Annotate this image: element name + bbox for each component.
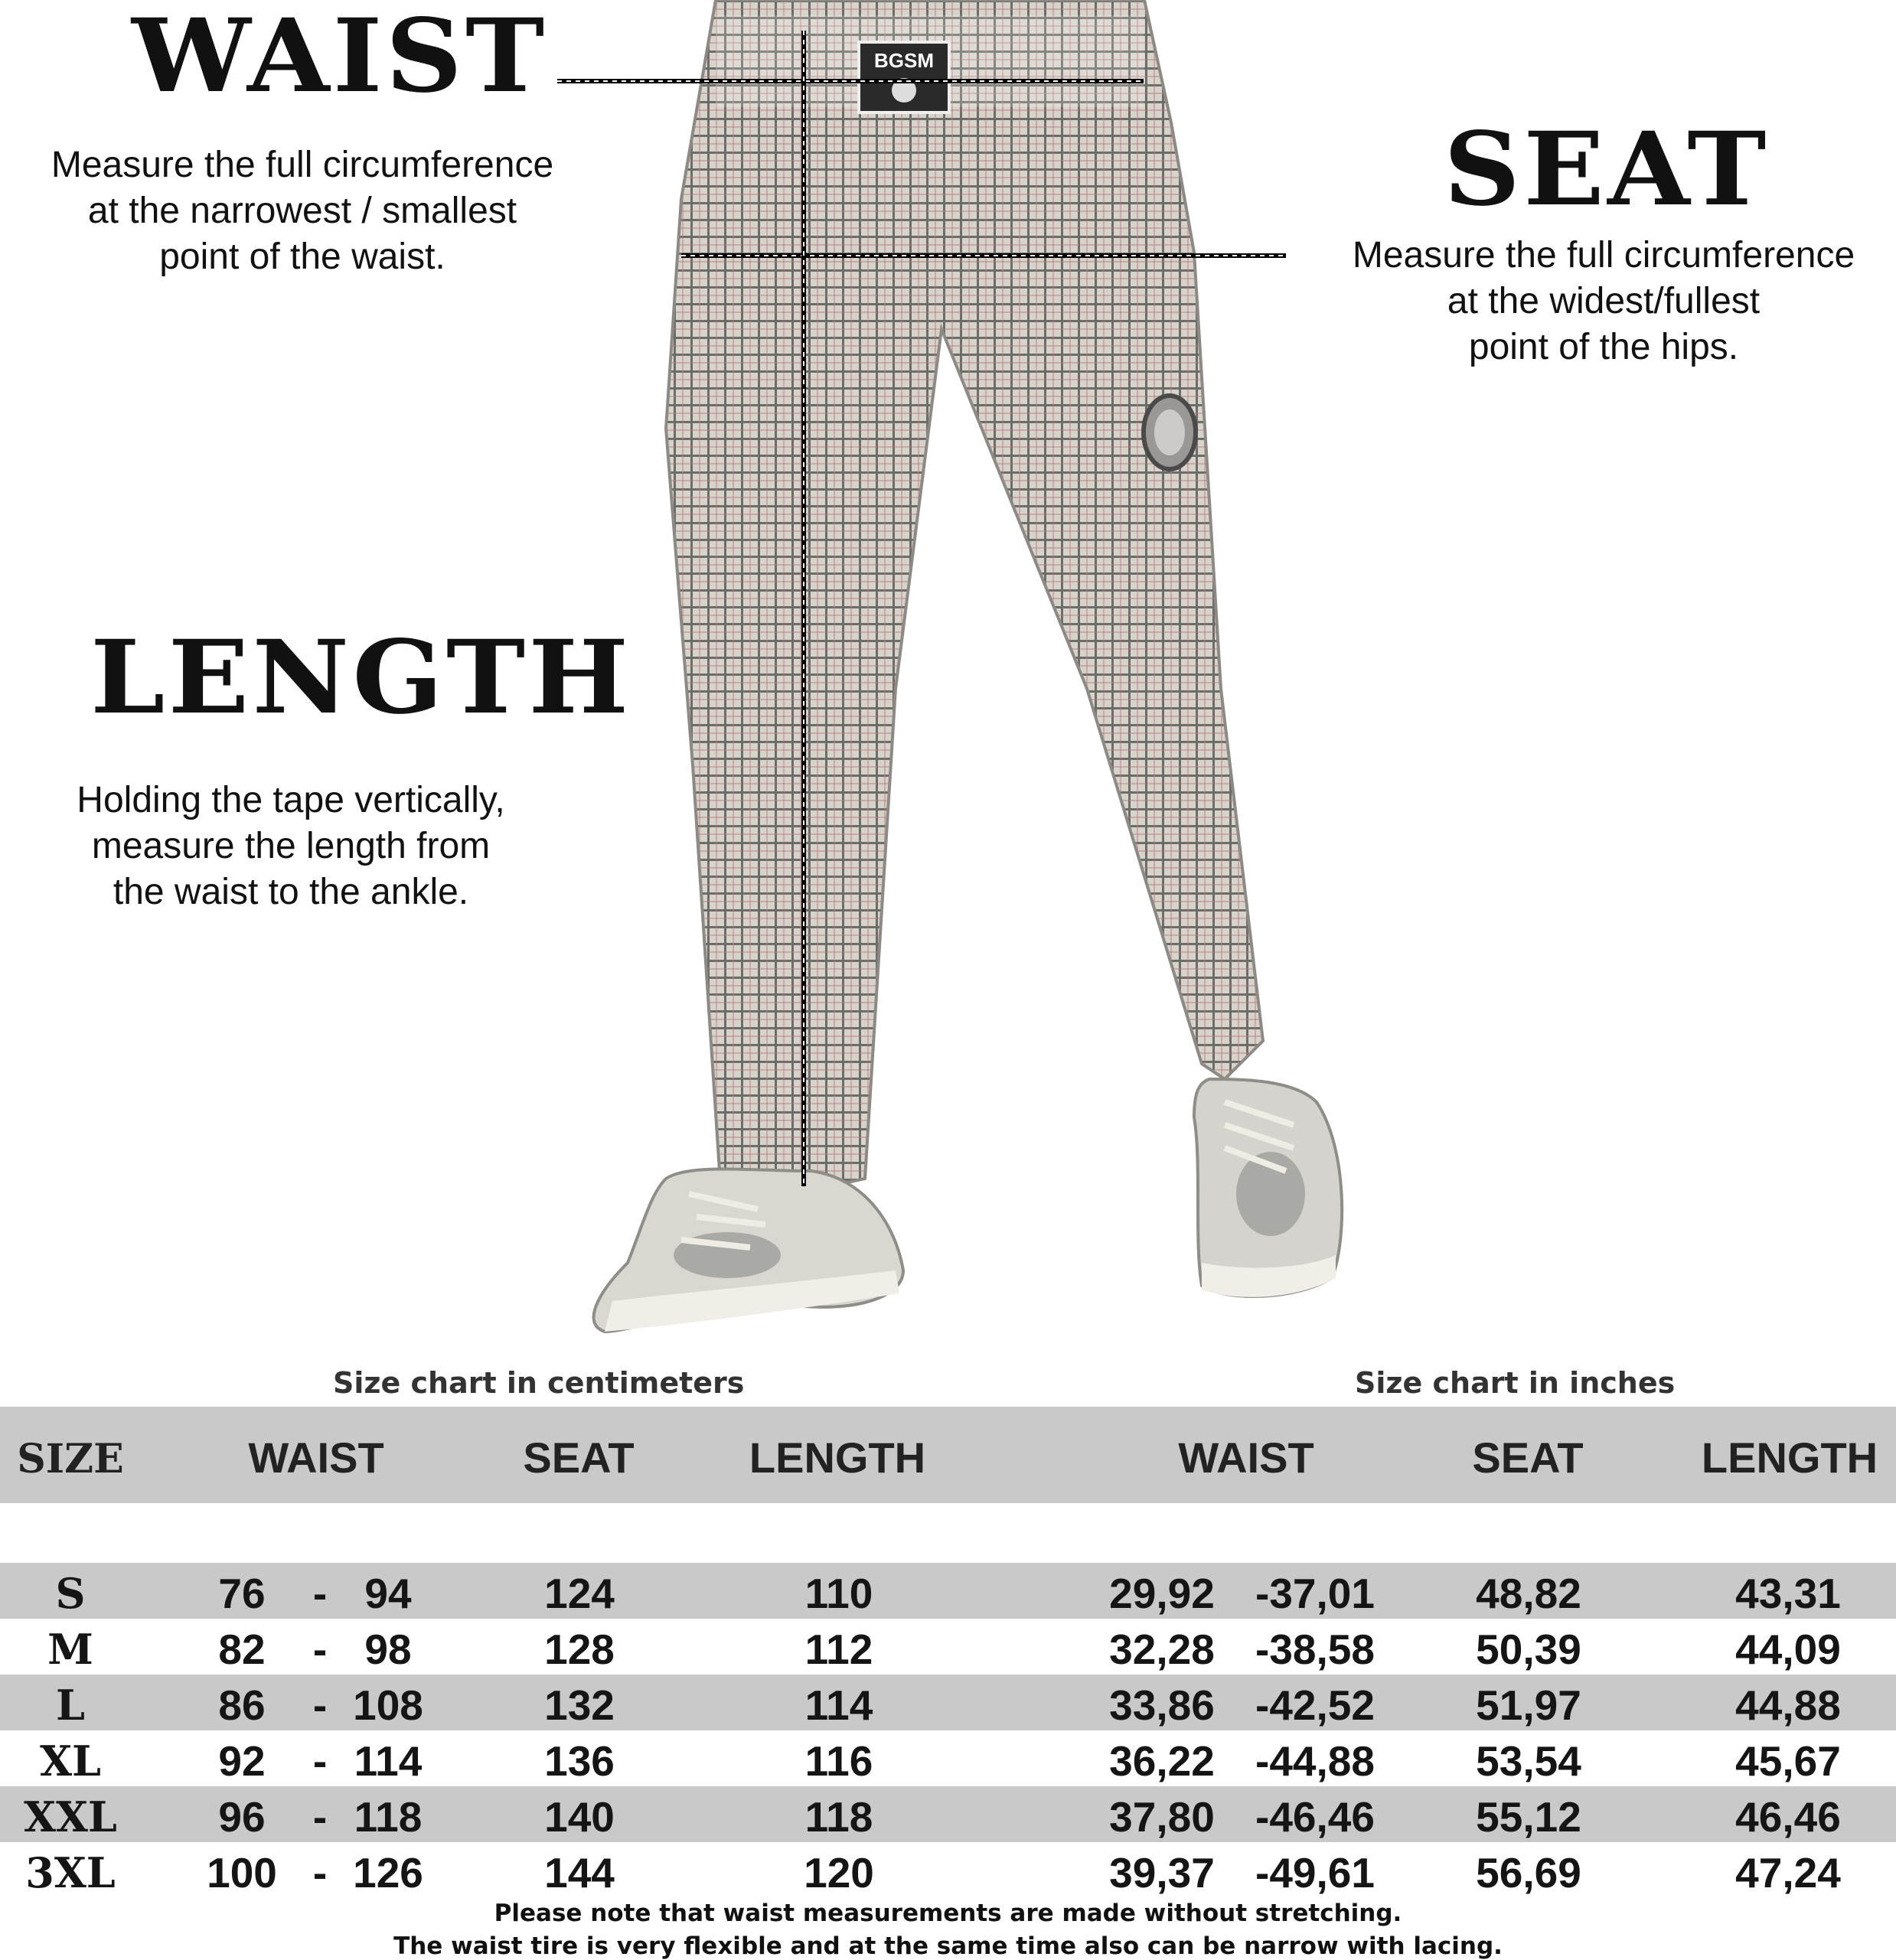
waist-description bbox=[0, 142, 605, 280]
cell-in-length: 45,67 bbox=[1735, 1737, 1841, 1785]
cell-cm-waist-max: 118 bbox=[354, 1793, 423, 1841]
cell-in-waist-max: -42,52 bbox=[1255, 1681, 1375, 1729]
cell-cm-waist-max: 94 bbox=[364, 1570, 412, 1617]
cell-cm-waist-max: 98 bbox=[364, 1626, 412, 1673]
seat-desc-line: point of the hips. bbox=[1468, 327, 1739, 367]
table-row bbox=[0, 1563, 1896, 1619]
cell-in-seat: 48,82 bbox=[1476, 1570, 1581, 1617]
cell-cm-length: 112 bbox=[804, 1626, 873, 1673]
cell-in-waist-min: 32,28 bbox=[1109, 1626, 1215, 1673]
cell-in-seat: 55,12 bbox=[1476, 1793, 1581, 1841]
cell-in-waist-max: -49,61 bbox=[1255, 1849, 1375, 1896]
header-in-waist: WAIST bbox=[1178, 1433, 1314, 1482]
cell-cm-waist-max: 108 bbox=[353, 1681, 423, 1729]
cell-cm-waist-min: 92 bbox=[218, 1737, 266, 1785]
caption-centimeters: Size chart in centimeters bbox=[333, 1366, 745, 1400]
cell-cm-seat: 136 bbox=[544, 1737, 615, 1785]
header-size: SIZE bbox=[17, 1436, 124, 1482]
cell-cm-waist-dash: - bbox=[312, 1849, 328, 1896]
cell-in-waist-min: 33,86 bbox=[1109, 1681, 1215, 1729]
table-row bbox=[0, 1730, 1896, 1786]
header-in-seat: SEAT bbox=[1472, 1433, 1584, 1482]
cell-in-length: 46,46 bbox=[1735, 1793, 1841, 1841]
cell-cm-waist-dash: - bbox=[312, 1626, 328, 1673]
cell-in-waist-max: -46,46 bbox=[1255, 1793, 1375, 1841]
waist-desc-line: at the narrowest / smallest bbox=[87, 191, 517, 231]
cell-in-waist-max: -38,58 bbox=[1255, 1626, 1375, 1673]
cell-cm-waist-min: 96 bbox=[218, 1793, 266, 1841]
length-desc-line: Holding the tape vertically, bbox=[77, 780, 505, 820]
length-desc-line: the waist to the ankle. bbox=[113, 872, 469, 912]
cell-in-waist-min: 39,37 bbox=[1109, 1849, 1215, 1896]
length-desc-line: measure the length from bbox=[91, 826, 491, 866]
cell-cm-length: 118 bbox=[804, 1793, 873, 1841]
caption-inches: Size chart in inches bbox=[1355, 1366, 1676, 1400]
cell-cm-waist-dash: - bbox=[312, 1570, 328, 1617]
right-sneaker bbox=[1194, 1079, 1342, 1297]
seat-description bbox=[1301, 233, 1896, 370]
header-cm-length: LENGTH bbox=[749, 1433, 926, 1482]
cell-in-waist-min: 36,22 bbox=[1109, 1737, 1215, 1785]
waist-desc-line: point of the waist. bbox=[159, 236, 445, 277]
cell-cm-waist-dash: - bbox=[312, 1737, 328, 1785]
cell-in-seat: 56,69 bbox=[1476, 1849, 1581, 1896]
cell-size: XL bbox=[40, 1737, 101, 1786]
cell-in-length: 47,24 bbox=[1735, 1849, 1841, 1896]
cell-cm-seat: 128 bbox=[544, 1626, 615, 1673]
brand-label-text: BGSM bbox=[874, 49, 934, 72]
header-cm-waist: WAIST bbox=[248, 1433, 384, 1482]
footnote-lacing: The waist tire is very flexible and at the same time also can be narrow with lacing. bbox=[393, 1932, 1503, 1960]
cell-cm-waist-max: 114 bbox=[354, 1737, 423, 1785]
cell-size: 3XL bbox=[25, 1848, 116, 1897]
left-sneaker bbox=[594, 1169, 903, 1332]
cell-cm-length: 120 bbox=[804, 1849, 874, 1896]
cell-cm-waist-min: 86 bbox=[218, 1681, 266, 1729]
cell-in-length: 43,31 bbox=[1735, 1570, 1841, 1617]
cell-in-waist-min: 29,92 bbox=[1109, 1570, 1215, 1617]
header-cm-seat: SEAT bbox=[523, 1433, 635, 1482]
brand-label bbox=[859, 42, 949, 113]
cell-size: M bbox=[47, 1625, 93, 1674]
cell-in-seat: 51,97 bbox=[1476, 1681, 1581, 1729]
cell-cm-seat: 124 bbox=[544, 1570, 615, 1617]
cell-in-waist-max: -37,01 bbox=[1255, 1570, 1375, 1617]
seat-desc-line: at the widest/fullest bbox=[1447, 281, 1761, 321]
cell-size: XXL bbox=[24, 1792, 117, 1841]
waist-title: WAIST bbox=[132, 0, 548, 116]
cell-size: S bbox=[55, 1569, 86, 1618]
cell-cm-seat: 140 bbox=[544, 1793, 615, 1841]
cell-cm-length: 114 bbox=[804, 1681, 873, 1729]
table-header bbox=[0, 1407, 1896, 1503]
table-row bbox=[0, 1786, 1896, 1842]
cell-in-waist-max: -44,88 bbox=[1255, 1737, 1375, 1785]
length-title: LENGTH bbox=[90, 618, 632, 737]
cell-in-seat: 53,54 bbox=[1476, 1737, 1581, 1785]
cell-in-length: 44,09 bbox=[1735, 1626, 1841, 1673]
logo-patch bbox=[1144, 396, 1196, 469]
table-row bbox=[0, 1842, 1896, 1898]
header-in-length: LENGTH bbox=[1701, 1433, 1878, 1482]
cell-in-waist-min: 37,80 bbox=[1109, 1793, 1215, 1841]
table-row bbox=[0, 1675, 1896, 1730]
cell-size: L bbox=[56, 1681, 85, 1730]
cell-cm-waist-min: 100 bbox=[207, 1849, 277, 1896]
waist-desc-line: Measure the full circumference bbox=[51, 145, 554, 185]
cell-cm-waist-dash: - bbox=[312, 1681, 328, 1729]
cell-cm-waist-max: 126 bbox=[353, 1849, 423, 1896]
cell-cm-waist-dash: - bbox=[312, 1793, 328, 1841]
seat-title: SEAT bbox=[1444, 110, 1770, 229]
cell-cm-length: 116 bbox=[804, 1737, 873, 1785]
cell-cm-waist-min: 76 bbox=[218, 1570, 266, 1617]
length-description bbox=[0, 778, 582, 915]
cell-cm-waist-min: 82 bbox=[218, 1626, 266, 1673]
cell-in-seat: 50,39 bbox=[1476, 1626, 1581, 1673]
cell-cm-seat: 144 bbox=[544, 1849, 615, 1896]
cell-cm-length: 110 bbox=[804, 1570, 873, 1617]
cell-in-length: 44,88 bbox=[1735, 1681, 1841, 1729]
table-row bbox=[0, 1619, 1896, 1675]
cell-cm-seat: 132 bbox=[544, 1681, 615, 1729]
seat-desc-line: Measure the full circumference bbox=[1352, 235, 1855, 276]
footnote-stretching: Please note that waist measurements are made without stretching. bbox=[494, 1900, 1402, 1927]
